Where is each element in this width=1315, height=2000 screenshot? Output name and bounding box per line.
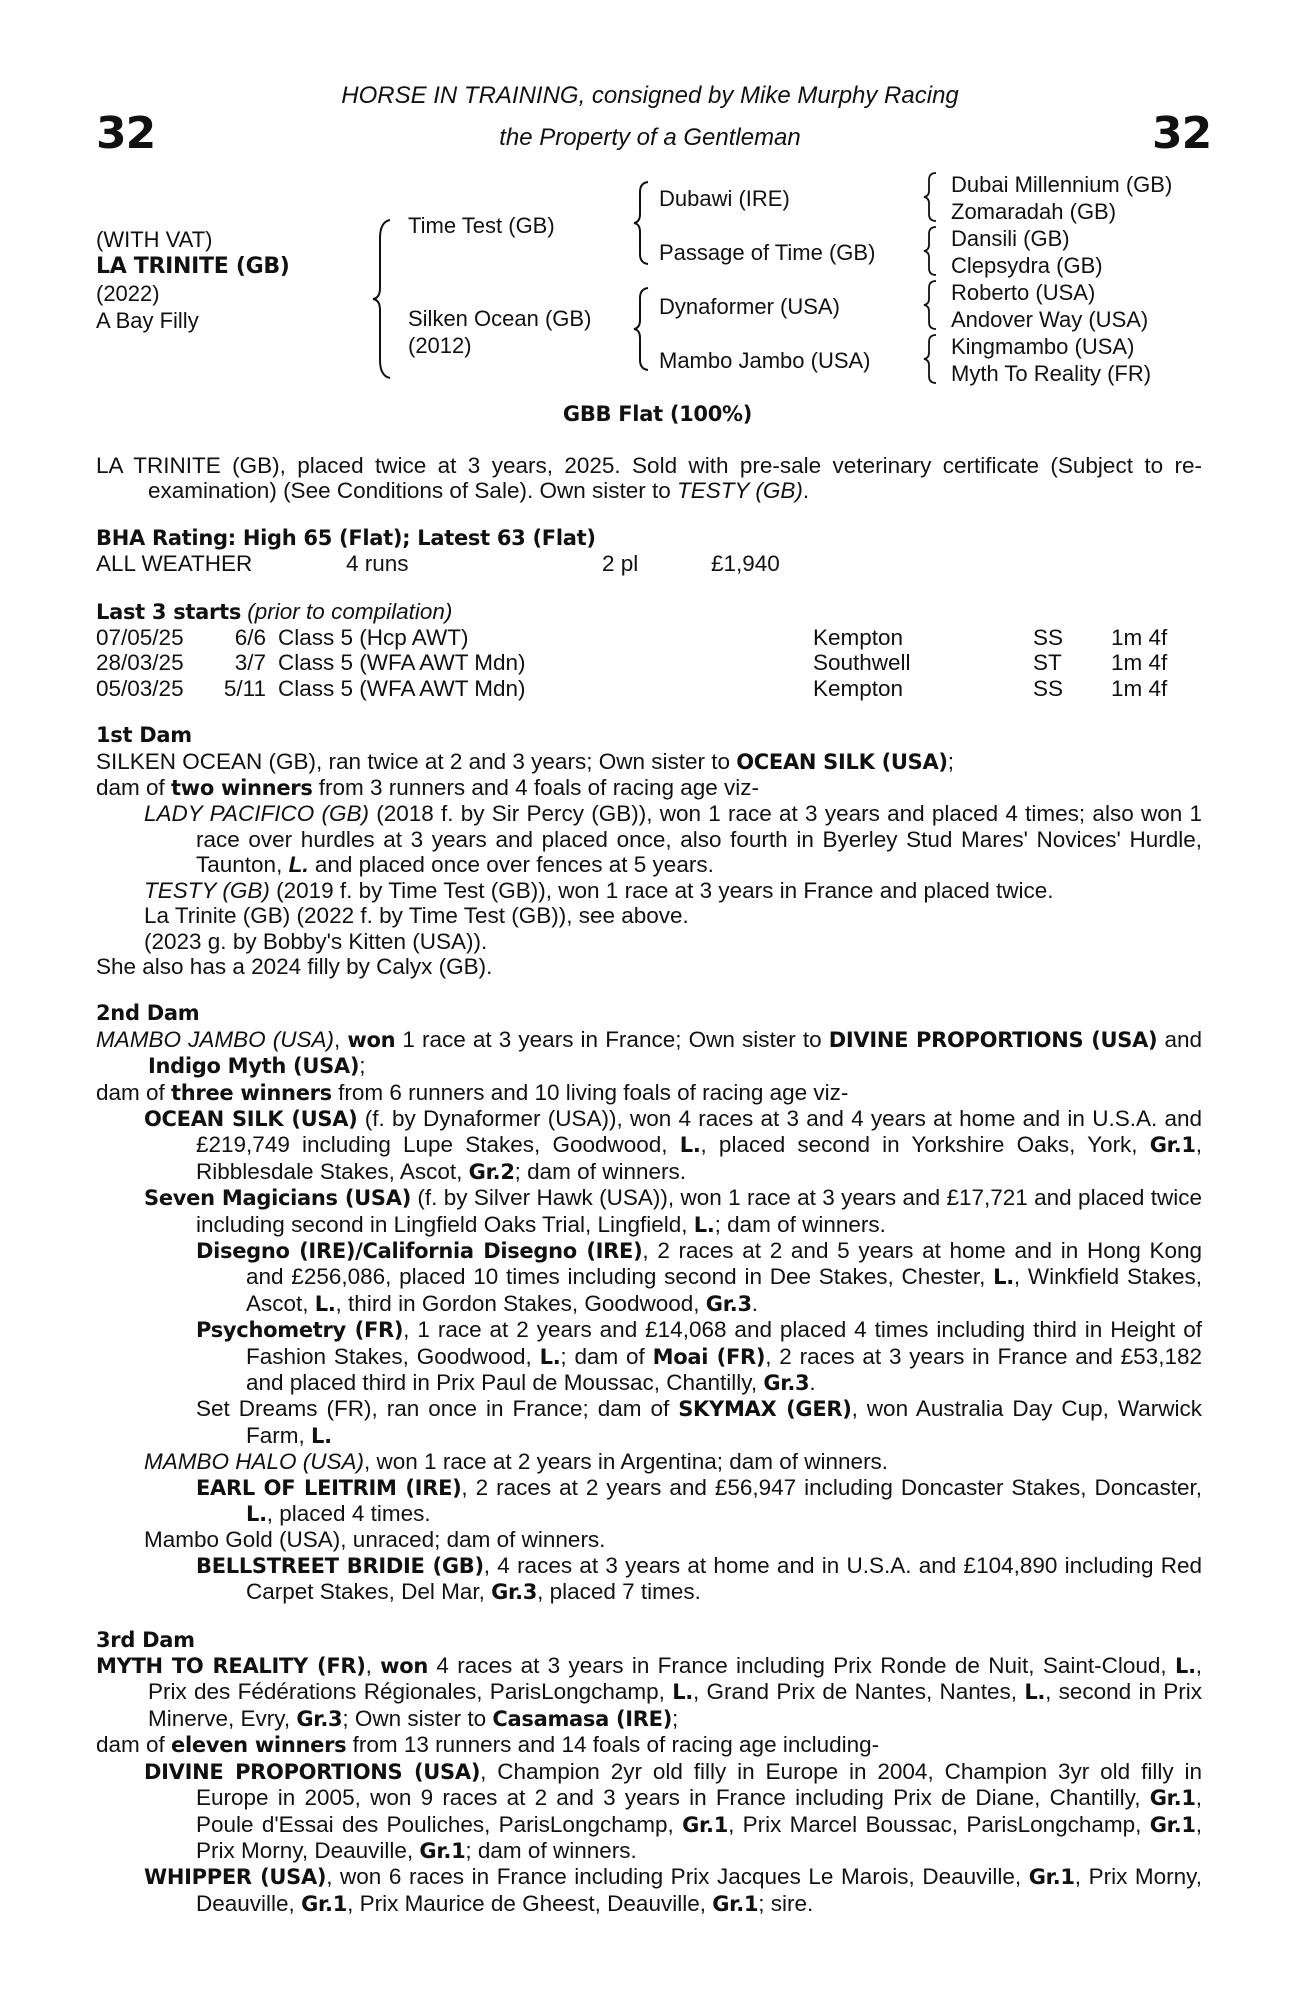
catalogue-body — [96, 453, 1202, 1917]
second-dam-line: MAMBO JAMBO (USA), won 1 race at 3 years in France; Own sister to DIVINE PROPORTIONS (USA) and Indigo Myth (USA); — [96, 1026, 1202, 1079]
pedigree-great-grandparents — [951, 171, 1172, 387]
produce-entry: TESTY (GB) (2019 f. by Time Test (GB)), won 1 race at 3 years in France and placed twice. — [144, 877, 1054, 903]
third-dam-section — [96, 1628, 1202, 1917]
produce-note: She also has a 2024 filly by Calyx (GB). — [96, 953, 493, 979]
pedigree-brace-1 — [920, 171, 940, 223]
horse-identity — [96, 226, 290, 334]
pedigree-sire: Time Test (GB) — [408, 213, 555, 238]
last-starts-heading: Last 3 starts (prior to compilation) — [96, 598, 453, 624]
pedigree-dam-name: Silken Ocean (GB) — [408, 306, 592, 331]
ggp-8: Myth To Reality (FR) — [951, 361, 1152, 386]
bha-summary-row — [96, 551, 1202, 576]
second-dam-heading: 2nd Dam — [96, 1001, 200, 1026]
pedigree-dam-dam: Mambo Jambo (USA) — [659, 348, 871, 373]
consignor-line: HORSE IN TRAINING, consigned by Mike Murphy Racing — [341, 82, 959, 109]
third-dam-line: MYTH TO REALITY (FR), won 4 races at 3 years in France including Prix Ronde de Nuit, Saint-Cloud, L., Prix des Fédérations Régionales, ParisLongchamp, L., Grand Prix de Nantes, Nantes, L., second in Prix Minerve, Evry, Gr.3; Own sister to Casamasa (IRE); — [96, 1653, 1203, 1731]
pedigree-brace-sire-dam — [370, 218, 394, 380]
produce-entry: Seven Magicians (USA) (f. by Silver Hawk (USA)), won 1 race at 3 years and £17,721 and placed twice including second in Lingfield Oaks Trial, Lingfield, L.; dam of winners. — [144, 1185, 1202, 1237]
produce-entry: Mambo Gold (USA), unraced; dam of winners. — [144, 1527, 606, 1553]
first-dam-heading: 1st Dam — [96, 723, 192, 748]
horse-summary: LA TRINITE (GB), placed twice at 3 years, 2025. Sold with pre-sale veterinary certificate (Subject to re-examination) (See Conditions of Sale). Own sister to TESTY (GB). — [96, 453, 1202, 504]
produce-entry: WHIPPER (USA), won 6 races in France including Prix Jacques Le Marois, Deauville, Gr.1, Prix Morny, Deauville, Gr.1, Prix Maurice de Gheest, Deauville, Gr.1; sire. — [144, 1864, 1202, 1916]
produce-entry: OCEAN SILK (USA) (f. by Dynaformer (USA)), won 4 races at 3 and 4 years at home and in U.S.A. and £219,749 including Lupe Stakes, Goodwood, L., placed second in Yorkshire Oaks, York, Gr.1, Ribblesdale Stakes, Ascot, Gr.2; dam of winners. — [144, 1105, 1203, 1184]
ggp-5: Roberto (USA) — [951, 280, 1096, 305]
surface: ALL WEATHER — [96, 551, 253, 577]
lot-number-right: 32 — [1152, 108, 1212, 159]
vendor-line: the Property of a Gentleman — [499, 124, 801, 151]
ggp-6: Andover Way (USA) — [951, 307, 1149, 332]
produce-entry: MAMBO HALO (USA), won 1 race at 2 years in Argentina; dam of winners. — [144, 1449, 889, 1475]
first-dam-produce-line: dam of two winners from 3 runners and 4 foals of racing age viz- — [96, 775, 760, 801]
produce-entry: DIVINE PROPORTIONS (USA), Champion 2yr old filly in Europe in 2004, Champion 3yr old filly in Europe in 2005, won 9 races at 2 and 3 years in France including Prix de Diane, Chantilly, Gr.1, Poule d'Essai des Pouliches, ParisLongchamp, Gr.1, Prix Marcel Boussac, ParisLongchamp, Gr.1, Prix Morny, Deauville, Gr.1; dam of winners. — [144, 1758, 1202, 1863]
pedigree-brace-3 — [920, 279, 940, 331]
pedigree-brace-dam — [630, 286, 652, 372]
pedigree-brace-4 — [920, 333, 940, 385]
second-dam-section — [96, 1001, 1202, 1605]
last-starts-section — [96, 599, 1202, 702]
grandproduce-entry: BELLSTREET BRIDIE (GB), 4 races at 3 years at home and in U.S.A. and £104,890 including Red Carpet Stakes, Del Mar, Gr.3, placed 7 times. — [196, 1552, 1202, 1605]
ggp-3: Dansili (GB) — [951, 226, 1070, 251]
ggp-1: Dubai Millennium (GB) — [951, 172, 1173, 197]
ggp-4: Clepsydra (GB) — [951, 253, 1103, 278]
produce-entry: LADY PACIFICO (GB) (2018 f. by Sir Percy (GB)), won 1 race at 3 years and placed 4 times; also won 1 race over hurdles at 3 years and placed once, also fourth in Byerley Stud Mares' Novices' Hurdle, Taunton, L. and placed once over fences at 5 years. — [144, 801, 1202, 878]
ggp-7: Kingmambo (USA) — [951, 334, 1135, 359]
pedigree-dam-sire: Dynaformer (USA) — [659, 294, 840, 319]
bha-heading: BHA Rating: High 65 (Flat); Latest 63 (Flat) — [96, 525, 596, 550]
first-dam-line: SILKEN OCEAN (GB), ran twice at 2 and 3 years; Own sister to OCEAN SILK (USA); — [96, 748, 954, 774]
placings: 2 pl — [602, 551, 639, 577]
vat-note: (WITH VAT) — [96, 227, 213, 252]
first-dam-section — [96, 723, 1202, 979]
runs: 4 runs — [346, 551, 409, 577]
start-row: 28/03/25 3/7 Class 5 (WFA AWT Mdn) Southwell ST 1m 4f — [96, 650, 1168, 676]
grandproduce-entry: EARL OF LEITRIM (IRE), 2 races at 2 years and £56,947 including Doncaster Stakes, Doncaster, L., placed 4 times. — [196, 1474, 1202, 1527]
pedigree-sire-dam: Passage of Time (GB) — [659, 240, 876, 265]
pedigree-dam — [408, 305, 591, 359]
third-dam-heading: 3rd Dam — [96, 1627, 195, 1652]
second-dam-produce-line: dam of three winners from 6 runners and 10 living foals of racing age viz- — [96, 1079, 849, 1105]
grandproduce-entry: Set Dreams (FR), ran once in France; dam of SKYMAX (GER), won Australia Day Cup, Warwick Farm, L. — [196, 1396, 1202, 1448]
third-dam-produce-line: dam of eleven winners from 13 runners and 14 foals of racing age including- — [96, 1732, 880, 1758]
grandproduce-entry: Psychometry (FR), 1 race at 2 years and £14,068 and placed 4 times including third in Height of Fashion Stakes, Goodwood, L.; dam of Moai (FR), 2 races at 3 years in France and £53,182 and placed third in Prix Paul de Moussac, Chantilly, Gr.3. — [196, 1317, 1202, 1395]
bha-section — [96, 526, 1202, 577]
gbb-badge: GBB Flat (100%) — [562, 402, 753, 426]
produce-entry: La Trinite (GB) (2022 f. by Time Test (GB)), see above. — [144, 903, 689, 929]
horse-name: LA TRINITE (GB) — [96, 254, 290, 279]
earnings: £1,940 — [711, 551, 780, 577]
horse-description: A Bay Filly — [96, 308, 199, 333]
horse-year: (2022) — [96, 281, 160, 306]
grandproduce-entry: Disegno (IRE)/California Disegno (IRE), 2 races at 2 and 5 years at home and in Hong Kong and £256,086, placed 10 times including second in Dee Stakes, Chester, L., Winkfield Stakes, Ascot, L., third in Gordon Stakes, Goodwood, Gr.3. — [196, 1237, 1202, 1316]
pedigree-brace-2 — [920, 225, 940, 277]
pedigree-dam-year: (2012) — [408, 333, 472, 358]
start-row: 07/05/25 6/6 Class 5 (Hcp AWT) Kempton SS 1m 4f — [96, 625, 1168, 651]
pedigree-brace-sire — [630, 180, 652, 266]
ggp-2: Zomaradah (GB) — [951, 199, 1117, 224]
start-row: 05/03/25 5/11 Class 5 (WFA AWT Mdn) Kempton SS 1m 4f — [96, 675, 1168, 701]
produce-entry: (2023 g. by Bobby's Kitten (USA)). — [144, 928, 488, 954]
lot-number-left: 32 — [96, 108, 156, 159]
pedigree-sire-sire: Dubawi (IRE) — [659, 186, 790, 211]
